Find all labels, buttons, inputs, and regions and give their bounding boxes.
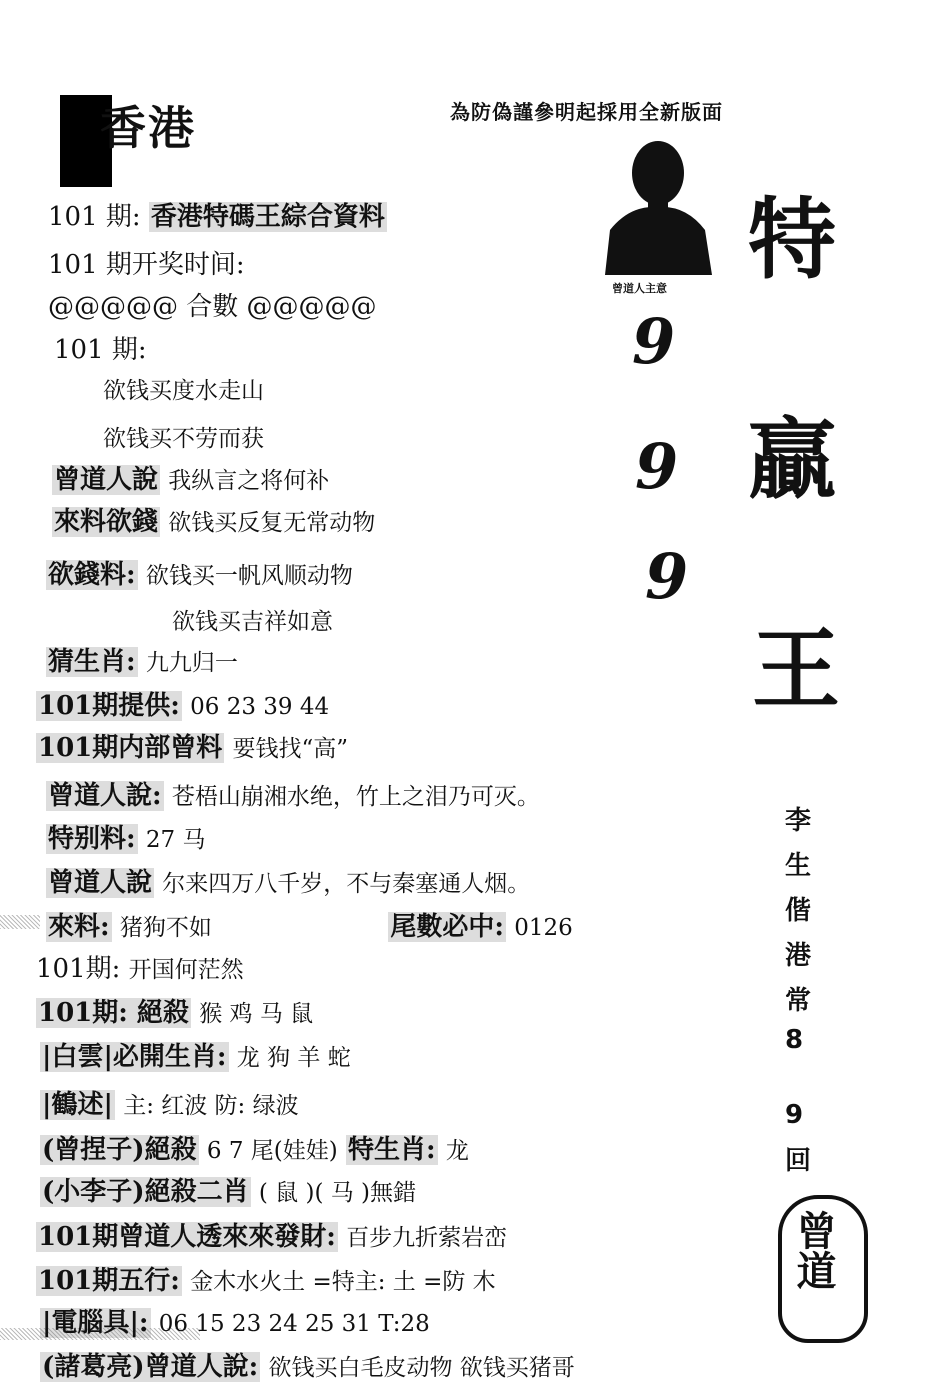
line-5-text: 欲钱买度水走山 — [103, 378, 264, 404]
portrait-caption: 曾道人主意 — [612, 282, 667, 295]
line-9-text: 欲钱买一帆风顺动物 — [145, 563, 353, 589]
line-23 — [40, 1175, 416, 1210]
line-17 — [46, 910, 573, 945]
vertical-char-8: 回 — [785, 1146, 812, 1176]
line-8 — [52, 505, 375, 540]
line-25 — [36, 1264, 496, 1299]
vertical-char-7: 9 — [785, 1100, 804, 1130]
line-21 — [40, 1088, 299, 1123]
line-6 — [103, 422, 264, 456]
line-21-label: |鶴述| — [42, 1090, 113, 1120]
line-2 — [48, 248, 245, 282]
line-22-extra-label: 特生肖: — [347, 1135, 436, 1165]
line-14-text: 苍梧山崩湘水绝，竹上之泪乃可灭。 — [171, 784, 540, 810]
line-1-text: 香港特碼王綜合資料 — [150, 202, 385, 232]
line-22 — [40, 1133, 469, 1168]
nine-3: 9 — [645, 540, 689, 613]
line-3-text: @@@@@ 合數 @@@@@ — [48, 292, 377, 322]
line-27-text: 欲钱买白毛皮动物 欲钱买猪哥 — [268, 1355, 575, 1381]
line-16-label: 曾道人說 — [48, 868, 153, 898]
line-15 — [46, 822, 205, 857]
line-24 — [36, 1220, 507, 1255]
line-26-label: |電腦具|: — [42, 1308, 149, 1338]
line-18-text: 开国何茫然 — [128, 957, 244, 983]
nine-1: 9 — [632, 305, 676, 378]
line-6-text: 欲钱买不劳而获 — [103, 426, 264, 452]
line-25-text: 金木水火土 =特主: 土 =防 木 — [190, 1269, 496, 1295]
dither-noise-1 — [0, 915, 40, 929]
line-9 — [46, 558, 353, 593]
line-26 — [40, 1306, 430, 1341]
line-3 — [48, 290, 377, 324]
line-17-extra-text: 0126 — [514, 915, 573, 941]
line-16-text: 尔来四万八千岁，不与秦塞通人烟。 — [162, 871, 531, 897]
line-26-text: 06 15 23 24 25 31 T:28 — [158, 1311, 430, 1337]
seal-text: 曾道 — [790, 1210, 836, 1290]
line-22-label: (曾捏子)絕殺 — [42, 1135, 197, 1165]
line-11-label: 猜生肖: — [48, 647, 136, 677]
title-char-te: 特 — [748, 188, 837, 291]
line-11 — [46, 645, 238, 680]
line-19 — [36, 996, 313, 1031]
line-2-text: 101 期开奖时间: — [48, 250, 245, 280]
line-27-label: (諸葛亮)曾道人說: — [42, 1352, 259, 1382]
line-24-text: 百步九折萦岩峦 — [346, 1225, 508, 1251]
line-1 — [48, 200, 387, 234]
line-23-label: (小李子)絕殺二肖 — [42, 1177, 249, 1207]
vertical-char-5: 常 — [785, 986, 812, 1016]
line-19-text: 猴 鸡 马 鼠 — [199, 1001, 314, 1027]
line-25-label: 101期五行: — [38, 1266, 180, 1296]
line-20-label: |白雲|必開生肖: — [42, 1042, 227, 1072]
line-17-text: 猪狗不如 — [119, 915, 212, 941]
line-8-label: 來料欲錢 — [54, 507, 159, 537]
line-18-label: 101期: — [36, 954, 121, 984]
line-10 — [172, 605, 333, 639]
line-16 — [46, 866, 530, 901]
line-14-label: 曾道人說: — [48, 781, 162, 811]
line-15-label: 特别料: — [48, 824, 136, 854]
line-22-extra-text: 龙 — [445, 1138, 469, 1164]
line-13-label: 101期内部曾料 — [38, 733, 223, 763]
line-1-label: 101 期: — [48, 202, 141, 232]
portrait-image — [600, 135, 715, 275]
vertical-char-2: 生 — [785, 851, 812, 881]
slogan: 為防偽謹參明起採用全新版面 — [450, 100, 723, 124]
title-char-ying: 贏 — [748, 408, 837, 511]
line-5 — [103, 374, 264, 408]
vertical-char-1: 李 — [785, 806, 812, 836]
line-18 — [36, 952, 244, 987]
nine-2: 9 — [635, 430, 679, 503]
line-12 — [36, 689, 329, 724]
line-10-text: 欲钱买吉祥如意 — [172, 609, 333, 635]
line-17-label: 來料: — [48, 912, 110, 942]
vertical-char-3: 偕 — [785, 896, 812, 926]
line-7-label: 曾道人說 — [54, 465, 159, 495]
line-24-label: 101期曾道人透來來發財: — [38, 1222, 336, 1252]
vertical-char-4: 港 — [785, 941, 812, 971]
line-20-text: 龙 狗 羊 蛇 — [236, 1045, 351, 1071]
line-9-label: 欲錢料: — [48, 560, 136, 590]
line-27 — [40, 1350, 575, 1385]
vertical-char-6: 8 — [785, 1025, 804, 1055]
line-11-text: 九九归一 — [145, 650, 238, 676]
line-7 — [52, 463, 329, 498]
line-14 — [46, 779, 540, 814]
line-13-text: 要钱找“高” — [232, 736, 349, 762]
line-21-text: 主: 红波 防: 绿波 — [123, 1093, 299, 1119]
line-12-label: 101期提供: — [38, 691, 180, 721]
line-12-text: 06 23 39 44 — [190, 694, 330, 720]
line-23-text: ( 鼠 )( 马 )無錯 — [258, 1180, 417, 1206]
line-22-text: 6 7 尾(娃娃) — [206, 1138, 338, 1164]
line-8-text: 欲钱买反复无常动物 — [168, 510, 376, 536]
line-17-extra-label: 尾數必中: — [390, 912, 505, 942]
line-19-label: 101期: 絕殺 — [38, 998, 189, 1028]
title-char-wang: 王 — [752, 618, 841, 721]
line-4 — [54, 333, 147, 367]
logo-title: 香港 — [100, 101, 196, 155]
line-4-text: 101 期: — [54, 335, 147, 365]
line-7-text: 我纵言之将何补 — [168, 468, 330, 494]
line-13 — [36, 731, 348, 766]
line-15-text: 27 马 — [145, 827, 206, 853]
line-20 — [40, 1040, 351, 1075]
